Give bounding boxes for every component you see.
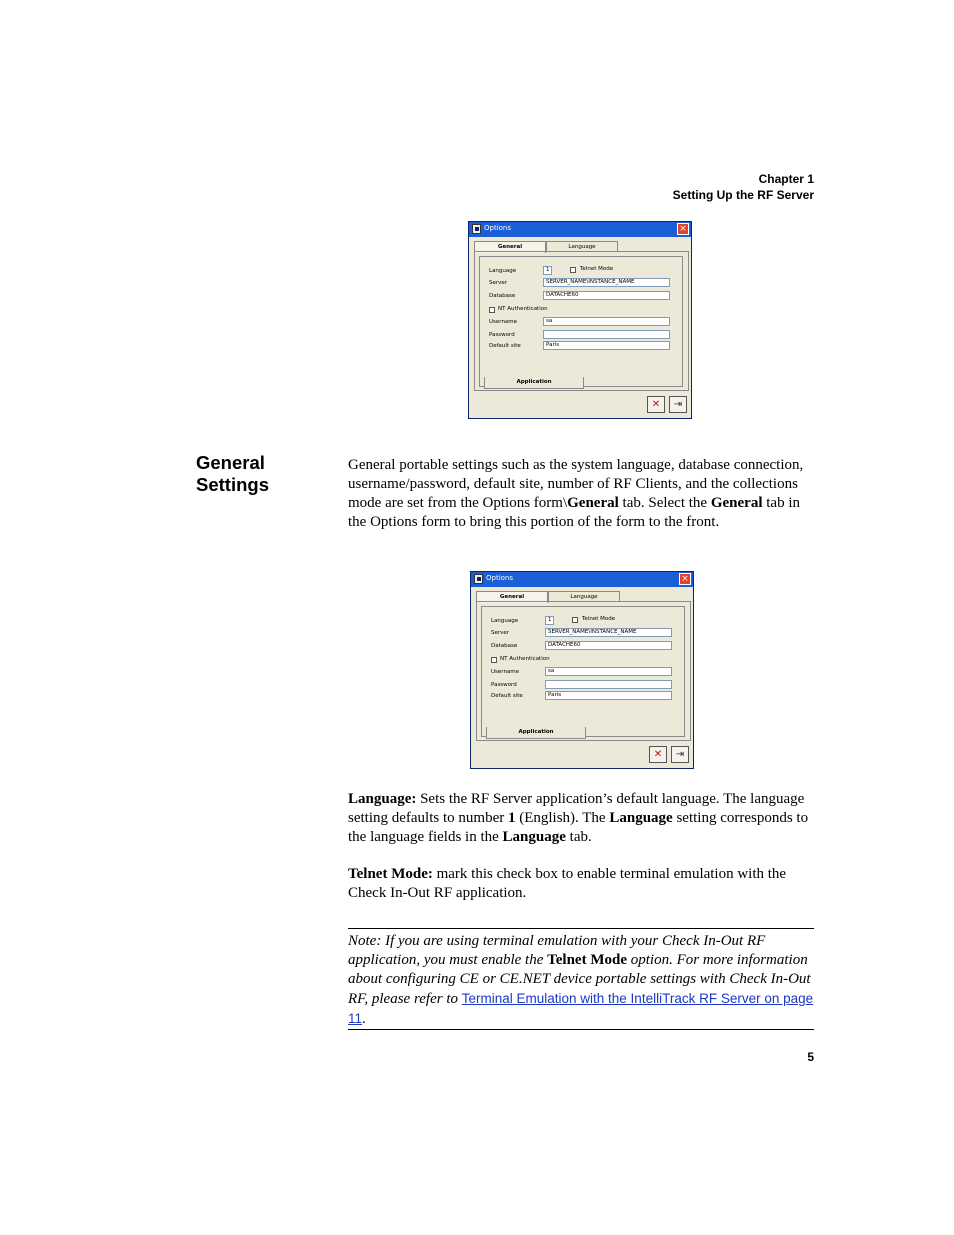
default-site-label: Default site — [491, 693, 523, 699]
language-bold-language-2: Language — [502, 829, 566, 845]
note-paragraph — [348, 932, 814, 1029]
dialog-title: Options — [486, 574, 514, 582]
database-label: Database — [491, 643, 518, 649]
telnet-mode-checkbox[interactable] — [572, 617, 578, 623]
dialog-title-bar — [469, 222, 691, 237]
language-field[interactable]: 1 — [543, 266, 552, 275]
telnet-mode-paragraph — [348, 865, 814, 903]
cancel-button[interactable]: ✕ — [647, 396, 665, 413]
general-panel — [476, 601, 691, 741]
server-field[interactable]: SERVER_NAME\INSTANCE_NAME — [543, 278, 670, 287]
page-number: 5 — [807, 1050, 814, 1064]
language-field[interactable]: 1 — [545, 616, 554, 625]
server-label: Server — [491, 630, 510, 636]
nt-authentication-checkbox[interactable] — [489, 307, 495, 313]
app-icon — [472, 224, 481, 234]
default-site-field[interactable]: Paris — [543, 341, 670, 350]
language-term: Language: — [348, 791, 417, 807]
section-heading — [196, 452, 269, 496]
note-text-2: option. For more information about configuring CE or CE.NET device portable settings with Check In-Out RF, please refer to — [348, 952, 811, 1007]
username-label: Username — [489, 319, 518, 325]
application-panel — [481, 606, 685, 737]
intro-bold-general-1: General — [567, 495, 619, 511]
username-field[interactable]: sa — [545, 667, 672, 676]
options-dialog-screenshot-2 — [470, 571, 694, 769]
general-panel — [474, 251, 689, 391]
default-site-label: Default site — [489, 343, 521, 349]
database-label: Database — [489, 293, 516, 299]
nt-authentication-label: NT Authentication — [500, 656, 550, 662]
language-text-2: (English). The — [515, 810, 610, 826]
tab-general[interactable]: General — [476, 591, 548, 603]
telnet-mode-label: Telnet Mode — [582, 616, 616, 622]
intro-text-3: tab in the Options form to bring this portion of the form to the front. — [348, 495, 800, 530]
default-site-field[interactable]: Paris — [545, 691, 672, 700]
dialog-title-bar — [471, 572, 693, 587]
password-label: Password — [489, 332, 515, 338]
close-icon[interactable]: × — [677, 223, 689, 235]
telnet-mode-label: Telnet Mode — [580, 266, 614, 272]
language-text-3: setting corresponds to the language fields in the — [348, 810, 809, 845]
section-heading-line-2: Settings — [196, 474, 269, 495]
nt-authentication-checkbox[interactable] — [491, 657, 497, 663]
nt-authentication-label: NT Authentication — [498, 306, 548, 312]
application-tab[interactable]: Application — [484, 377, 584, 389]
language-bold-language-1: Language — [609, 810, 673, 826]
username-field[interactable]: sa — [543, 317, 670, 326]
password-field[interactable] — [545, 680, 672, 689]
note-top-rule — [348, 928, 814, 929]
server-label: Server — [489, 280, 508, 286]
language-paragraph — [348, 790, 814, 847]
cancel-button[interactable]: ✕ — [649, 746, 667, 763]
note-text-3: . — [362, 1011, 366, 1027]
telnet-mode-checkbox[interactable] — [570, 267, 576, 273]
note-bold-telnet-mode: Telnet Mode — [547, 952, 627, 968]
application-panel — [479, 256, 683, 387]
exit-button[interactable]: ⇥ — [669, 396, 687, 413]
intro-text-2: tab. Select the — [618, 495, 711, 511]
tab-language[interactable]: Language — [546, 241, 618, 252]
username-label: Username — [491, 669, 520, 675]
app-icon — [474, 574, 483, 584]
telnet-mode-term: Telnet Mode: — [348, 866, 433, 882]
password-field[interactable] — [543, 330, 670, 339]
note-bottom-rule — [348, 1029, 814, 1030]
terminal-emulation-link[interactable]: Terminal Emulation with the IntelliTrack RF Server on page 11 — [348, 991, 814, 1026]
telnet-mode-text: mark this check box to enable terminal emulation with the Check In-Out RF application. — [348, 866, 787, 901]
note-text-1: Note: If you are using terminal emulation with your Check In-Out RF application, you must enable the — [348, 933, 766, 968]
database-field[interactable]: DATACHE60 — [545, 641, 672, 650]
language-label: Language — [491, 618, 519, 624]
section-heading-line-1: General — [196, 452, 265, 473]
dialog-title: Options — [484, 224, 512, 232]
chapter-number: Chapter 1 — [758, 172, 814, 186]
intro-text-1: General portable settings such as the system language, database connection, username/password, default site, number of RF Clients, and the collections mode are set from the Options form\ — [348, 457, 804, 511]
password-label: Password — [491, 682, 517, 688]
tab-general[interactable]: General — [474, 241, 546, 253]
language-label: Language — [489, 268, 517, 274]
language-bold-1: 1 — [507, 810, 516, 826]
database-field[interactable]: DATACHE60 — [543, 291, 670, 300]
options-dialog-screenshot-1 — [468, 221, 692, 419]
tab-language[interactable]: Language — [548, 591, 620, 602]
close-icon[interactable]: × — [679, 573, 691, 585]
language-text-1: Sets the RF Server application’s default language. The language setting defaults to number — [348, 791, 805, 826]
server-field[interactable]: SERVER_NAME\INSTANCE_NAME — [545, 628, 672, 637]
language-text-4: tab. — [565, 829, 592, 845]
chapter-title: Setting Up the RF Server — [672, 188, 814, 202]
running-header — [673, 171, 814, 203]
exit-button[interactable]: ⇥ — [671, 746, 689, 763]
intro-bold-general-2: General — [710, 495, 763, 511]
intro-paragraph — [348, 456, 814, 532]
application-tab[interactable]: Application — [486, 727, 586, 739]
